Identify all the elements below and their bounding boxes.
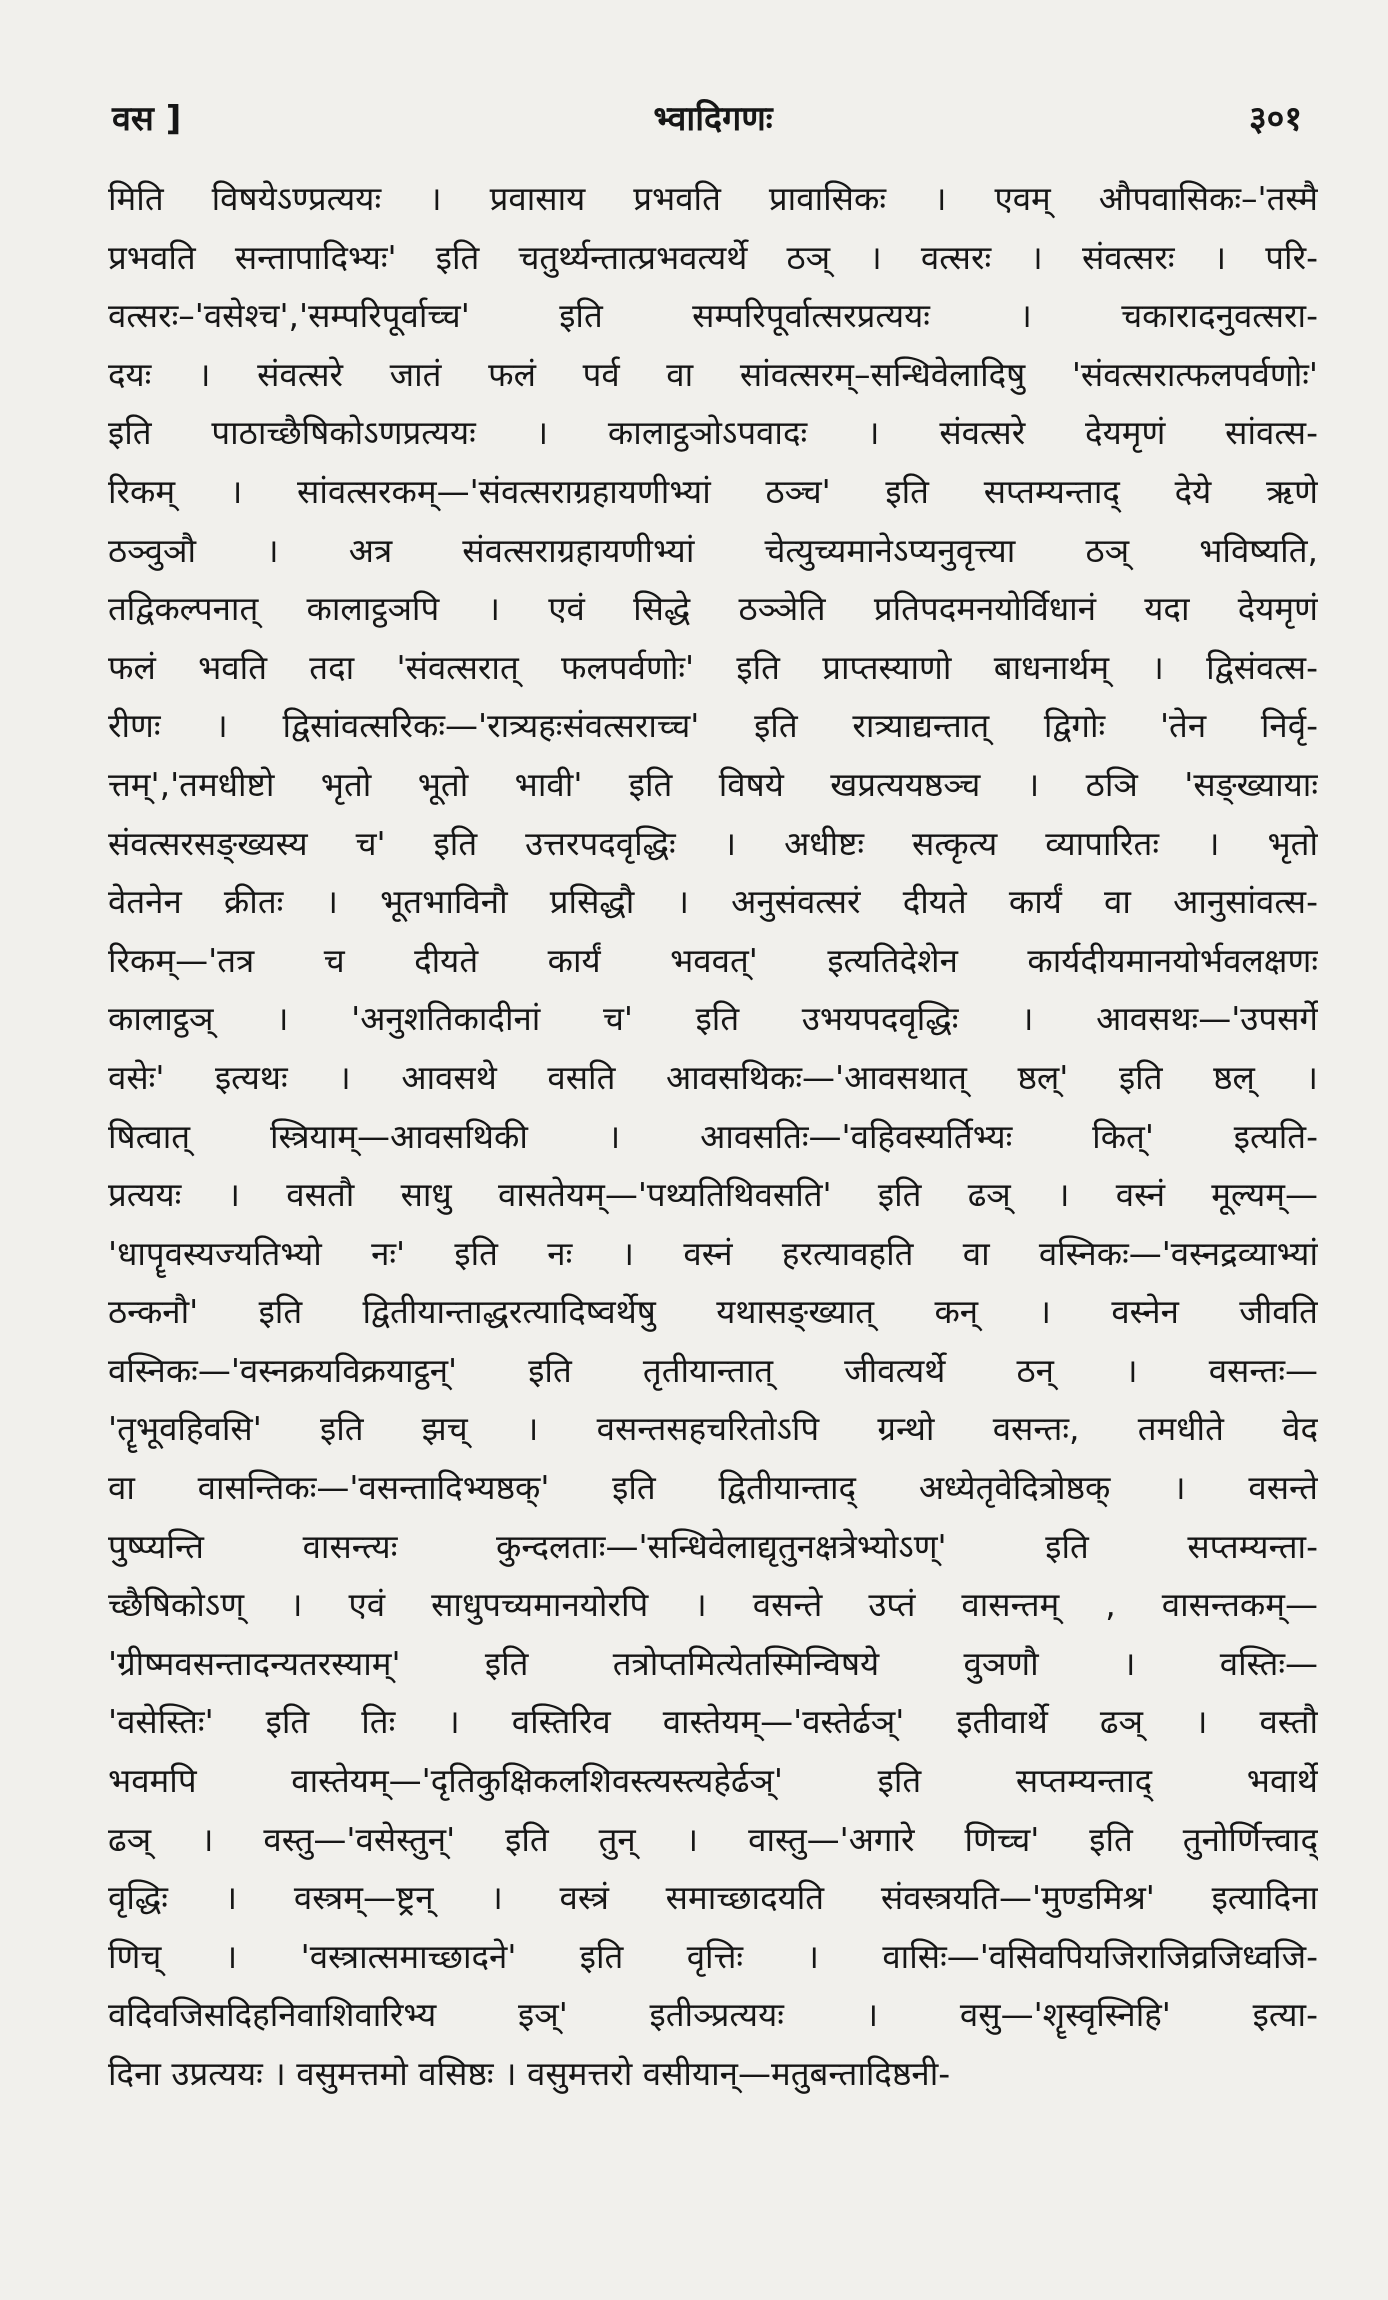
text-line: ढञ् । वस्तु—'वसेस्तुन्' इति तुन् । वास्तु—'अगारे णिच्च' इति तुनोर्णित्त्वाद् bbox=[108, 1819, 1318, 1859]
text-line: च्छैषिकोऽण् । एवं साधुपच्यमानयोरपि । वसन्ते उप्तं वासन्तम् , वासन्तकम्— bbox=[108, 1585, 1318, 1625]
text-line: भवमपि वास्तेयम्—'दृतिकुक्षिकलशिवस्त्यस्त्यहेर्ढञ्' इति सप्तम्यन्ताद् भवार्थे bbox=[108, 1761, 1318, 1801]
text-line: षित्वात् स्त्रियाम्—आवसथिकी । आवसतिः—'वहिवस्यर्तिभ्यः कित्' इत्यति- bbox=[108, 1116, 1318, 1156]
text-line: पुष्प्यन्ति वासन्त्यः कुन्दलताः—'सन्धिवेलाद्यृतुनक्षत्रेभ्योऽण्' इति सप्तम्यन्ता- bbox=[108, 1526, 1318, 1566]
text-line: 'धापॄवस्यज्यतिभ्यो नः' इति नः । वस्नं हरत्यावहति वा वस्निकः—'वस्नद्रव्याभ्यां bbox=[108, 1233, 1318, 1273]
page-number: ३०१ bbox=[1248, 99, 1302, 139]
text-line: णिच् । 'वस्त्रात्समाच्छादने' इति वृत्तिः । वासिः—'वसिवपियजिराजिव्रजिध्वजि- bbox=[108, 1936, 1318, 1976]
text-line: कालाट्ठञ् । 'अनुशतिकादीनां च' इति उभयपदवृद्धिः । आवसथः—'उपसर्गे bbox=[108, 999, 1318, 1039]
text-line: दिना उप्रत्ययः । वसुमत्तमो वसिष्ठः । वसुमत्तरो वसीयान्—मतुबन्तादिष्ठनी- bbox=[108, 2054, 951, 2093]
text-line: फलं भवति तदा 'संवत्सरात् फलपर्वणोः' इति प्राप्तस्याणो बाधनार्थम् । द्विसंवत्स- bbox=[108, 647, 1318, 687]
header-section-marker: वस ] bbox=[112, 99, 182, 139]
text-line: ठन्कनौ' इति द्वितीयान्ताद्धरत्यादिष्वर्थेषु यथासङ्ख्यात् कन् । वस्नेन जीवति bbox=[108, 1292, 1318, 1332]
text-line: दयः । संवत्सरे जातं फलं पर्व वा सांवत्सरम्–सन्धिवेलादिषु 'संवत्सरात्फलपर्वणोः' bbox=[108, 354, 1318, 394]
text-line: वस्निकः—'वस्नक्रयविक्रयाट्ठन्' इति तृतीयान्तात् जीवत्यर्थे ठन् । वसन्तः— bbox=[108, 1350, 1318, 1390]
text-line: रिकम् । सांवत्सरकम्—'संवत्सराग्रहायणीभ्यां ठञ्च' इति सप्तम्यन्ताद् देये ऋणे bbox=[108, 471, 1318, 511]
page-body-text bbox=[108, 170, 1318, 2104]
text-line: वेतनेन क्रीतः । भूतभाविनौ प्रसिद्धौ । अनुसंवत्सरं दीयते कार्यं वा आनुसांवत्स- bbox=[108, 882, 1318, 922]
text-line: संवत्सरसङ्ख्यस्य च' इति उत्तरपदवृद्धिः । अधीष्टः सत्कृत्य व्यापारितः । भृतो bbox=[108, 823, 1318, 863]
text-line: वा वासन्तिकः—'वसन्तादिभ्यष्ठक्' इति द्वितीयान्ताद् अध्येतृवेदित्रोष्ठक् । वसन्ते bbox=[108, 1468, 1318, 1508]
text-line: वदिवजिसदिहनिवाशिवारिभ्य इञ्' इतीञ्प्रत्ययः । वसु—'शॄस्वृस्निहि' इत्या- bbox=[108, 1995, 1318, 2035]
text-line: प्रत्ययः । वसतौ साधु वासतेयम्—'पथ्यतिथिवसति' इति ढञ् । वस्नं मूल्यम्— bbox=[108, 1175, 1318, 1215]
text-line: वृद्धिः । वस्त्रम्—ष्ट्रन् । वस्त्रं समाच्छादयति संवस्त्रयति—'मुण्डमिश्र' इत्यादिना bbox=[108, 1878, 1318, 1918]
text-line: इति पाठाच्छैषिकोऽणप्रत्ययः । कालाट्ठञोऽपवादः । संवत्सरे देयमृणं सांवत्स- bbox=[108, 413, 1318, 453]
text-line: वसेः' इत्यथः । आवसथे वसति आवसथिकः—'आवसथात् ष्ठल्' इति ष्ठल् । bbox=[108, 1057, 1318, 1097]
text-line: मिति विषयेऽण्प्रत्ययः । प्रवासाय प्रभवति प्रावासिकः । एवम् औपवासिकः–'तस्मै bbox=[108, 179, 1318, 218]
text-line: रिकम्—'तत्र च दीयते कार्यं भववत्' इत्यतिदेशेन कार्यदीयमानयोर्भवलक्षणः bbox=[108, 940, 1318, 980]
text-line: ठञ्वुञौ । अत्र संवत्सराग्रहायणीभ्यां चेत्युच्यमानेऽप्यनुवृत्त्या ठञ् भविष्यति, bbox=[108, 530, 1318, 570]
text-line: 'वसेस्तिः' इति तिः । वस्तिरिव वास्तेयम्—'वस्तेर्ढञ्' इतीवार्थे ढञ् । वस्तौ bbox=[108, 1702, 1318, 1742]
text-line: रीणः । द्विसांवत्सरिकः—'रात्र्यहःसंवत्सराच्च' इति रात्र्याद्यन्तात् द्विगोः 'तेन निर्वृ- bbox=[108, 706, 1318, 746]
header-chapter-title: भ्वादिगणः bbox=[653, 99, 773, 139]
text-line: वत्सरः–'वसेश्च','सम्परिपूर्वाच्च' इति सम्परिपूर्वात्सरप्रत्ययः । चकारादनुवत्सरा- bbox=[108, 296, 1318, 336]
text-line: प्रभवति सन्तापादिभ्यः' इति चतुर्थ्यन्तात्प्रभवत्यर्थे ठञ् । वत्सरः । संवत्सरः । परि- bbox=[108, 237, 1318, 277]
page-header bbox=[108, 88, 1318, 150]
text-line: तद्विकल्पनात् कालाट्ठञपि । एवं सिद्धे ठञ्ञेति प्रतिपदमनयोर्विधानं यदा देयमृणं bbox=[108, 589, 1318, 629]
text-line: 'ग्रीष्मवसन्तादन्यतरस्याम्' इति तत्रोप्तमित्येतस्मिन्विषये वुञणौ । वस्तिः— bbox=[108, 1643, 1318, 1683]
text-line: त्तम्','तमधीष्टो भृतो भूतो भावी' इति विषये खप्रत्ययष्ठञ्च । ठञि 'सङ्ख्यायाः bbox=[108, 764, 1318, 804]
text-line: 'तॄभूवहिवसि' इति झच् । वसन्तसहचरितोऽपि ग्रन्थो वसन्तः, तमधीते वेद bbox=[108, 1409, 1318, 1449]
